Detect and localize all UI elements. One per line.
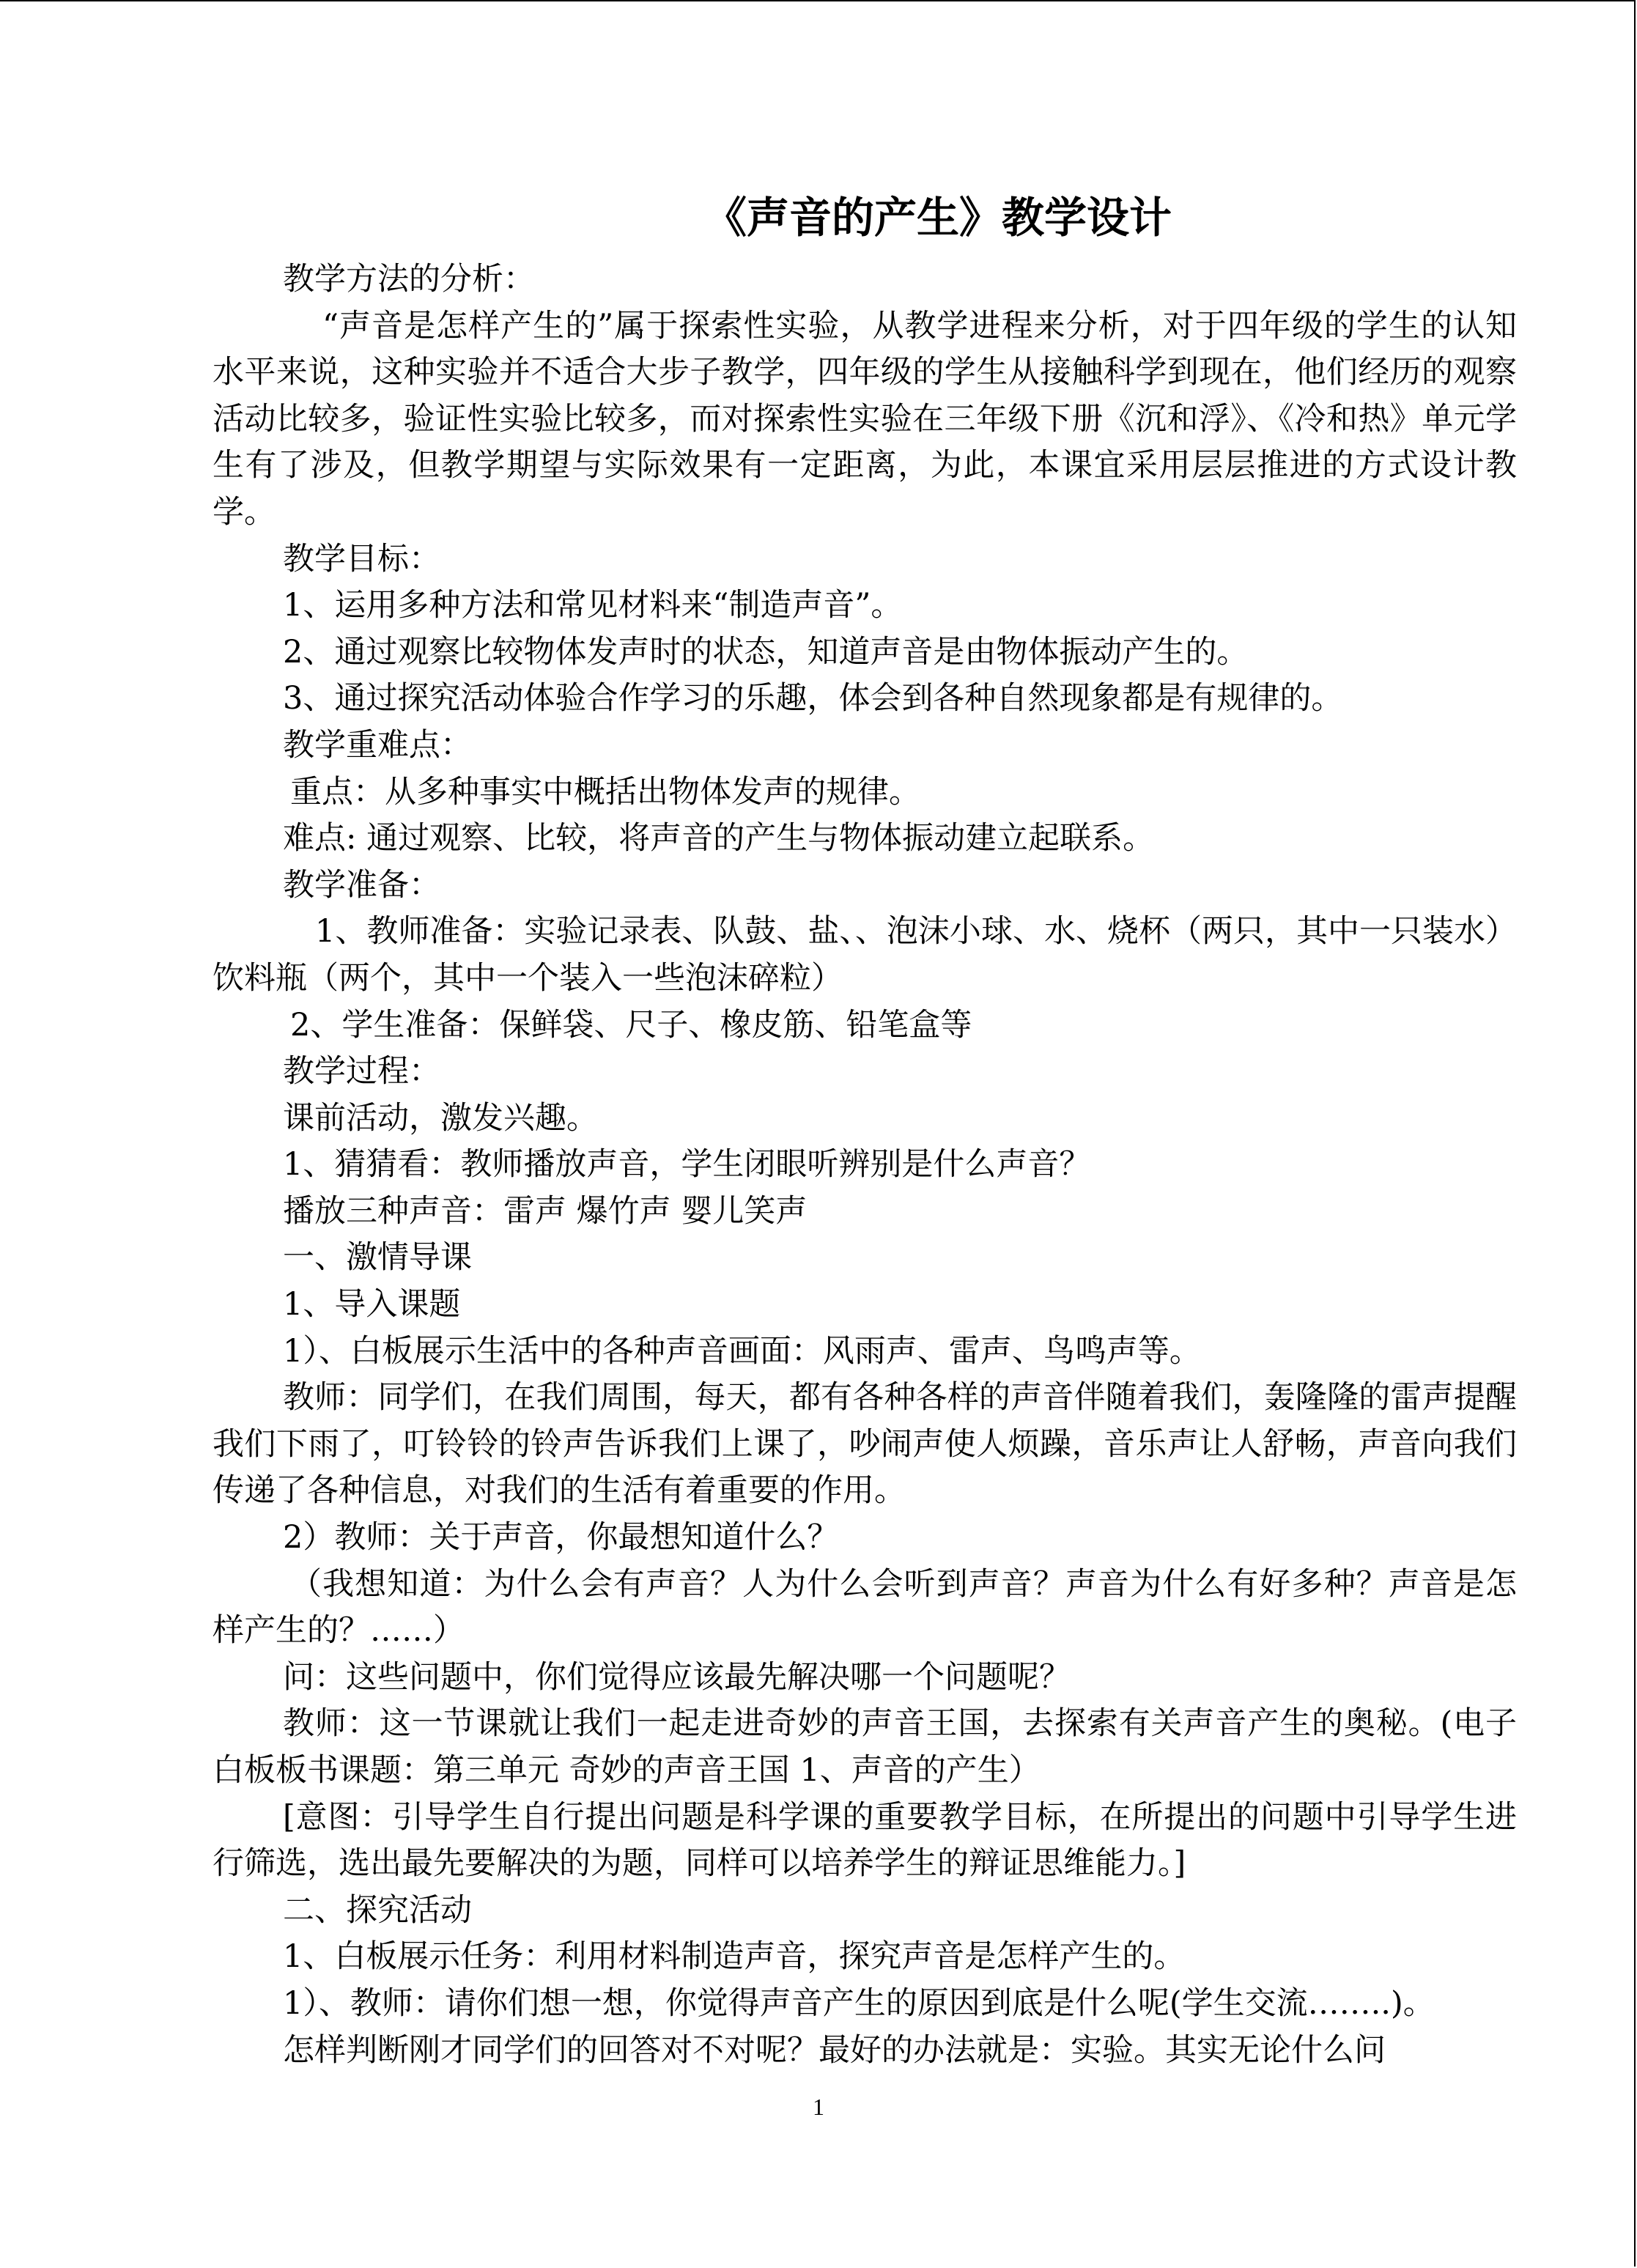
paragraph: 2、通过观察比较物体发声时的状态，知道声音是由物体振动产生的。 — [283, 633, 1249, 671]
paragraph: （我想知道：为什么会有声音？人为什么会听到声音？声音为什么有好多种？声音是怎样产生的？……） — [213, 1565, 1517, 1650]
paragraph: 2）教师：关于声音，你最想知道什么？ — [283, 1519, 839, 1556]
paragraph: 问：这些问题中，你们觉得应该最先解决哪一个问题呢？ — [283, 1658, 1071, 1696]
paragraph: 重点：从多种事实中概括出物体发声的规律。 — [290, 773, 920, 810]
paragraph: 播放三种声音：雷声 爆竹声 婴儿笑声 — [283, 1192, 808, 1230]
paragraph: 怎样判断刚才同学们的回答对不对呢？最好的办法就是：实验。其实无论什么问 — [283, 2031, 1386, 2069]
paragraph: 难点: 通过观察、比较，将声音的产生与物体振动建立起联系。 — [283, 820, 1155, 857]
paragraph: 1、白板展示任务：利用材料制造声音，探究声音是怎样产生的。 — [283, 1938, 1186, 1976]
paragraph: 教学重难点： — [283, 726, 472, 764]
page-number: 1 — [813, 2094, 824, 2120]
paragraph: 1、教师准备：实验记录表、队鼓、盐、、泡沫小球、水、烧杯（两只，其中一只装水）饮料瓶（两个，其中一个装入一些泡沫碎粒） — [213, 913, 1517, 997]
paragraph: 课前活动，激发兴趣。 — [283, 1099, 598, 1137]
paragraph: 3、通过探究活动体验合作学习的乐趣，体会到各种自然现象都是有规律的。 — [283, 680, 1343, 717]
paragraph: 1、导入课题 — [283, 1286, 461, 1323]
paragraph: 教学准备： — [283, 866, 440, 904]
paragraph: 1）、教师：请你们想一想，你觉得声音产生的原因到底是什么呢(学生交流……..)。 — [283, 1984, 1435, 2022]
paragraph: 教学方法的分析： — [283, 261, 535, 298]
paragraph: 教师：这一节课就让我们一起走进奇妙的声音王国，去探索有关声音产生的奥秘。(电子白板板书课题：第三单元 奇妙的声音王国 1、声音的产生） — [213, 1705, 1517, 1789]
paragraph: 教师：同学们，在我们周围，每天，都有各种各样的声音伴随着我们，轰隆隆的雷声提醒我们下雨了，叮铃铃的铃声告诉我们上课了，吵闹声使人烦躁，音乐声让人舒畅，声音向我们传递了各种信息，对我们的生活有着重要的作用。 — [213, 1379, 1517, 1510]
paragraph: 二、探究活动 — [283, 1891, 472, 1929]
paragraph: “声音是怎样产生的”属于探索性实验，从教学进程来分析，对于四年级的学生的认知水平来说，这种实验并不适合大步子教学，四年级的学生从接触科学到现在，他们经历的观察活动比较多，验证性实验比较多，而对探索性实验在三年级下册《沉和浮》、《冷和热》单元学生有了涉及，但教学期望与实际效果有一定距离，为此，本课宜采用层层推进的方式设计教学。 — [213, 307, 1517, 531]
paragraph: 1、猜猜看：教师播放声音，学生闭眼听辨别是什么声音？ — [283, 1146, 1091, 1183]
document-title: 《声音的产生》教学设计 — [703, 193, 1172, 243]
document-body — [213, 185, 1517, 2074]
paragraph: 教学过程： — [283, 1053, 440, 1090]
paragraph: [意图：引导学生自行提出问题是科学课的重要教学目标，在所提出的问题中引导学生进行筛选，选出最先要解决的为题，同样可以培养学生的辩证思维能力。] — [213, 1798, 1517, 1883]
paragraph: 2、学生准备：保鲜袋、尺子、橡皮筋、铅笔盒等 — [290, 1006, 972, 1043]
paragraph: 1、运用多种方法和常见材料来“制造声音”。 — [283, 587, 903, 624]
paragraph: 1）、白板展示生活中的各种声音画面：风雨声、雷声、鸟鸣声等。 — [283, 1332, 1201, 1370]
paragraph: 教学目标： — [283, 540, 440, 577]
paragraph: 一、激情导课 — [283, 1239, 472, 1277]
